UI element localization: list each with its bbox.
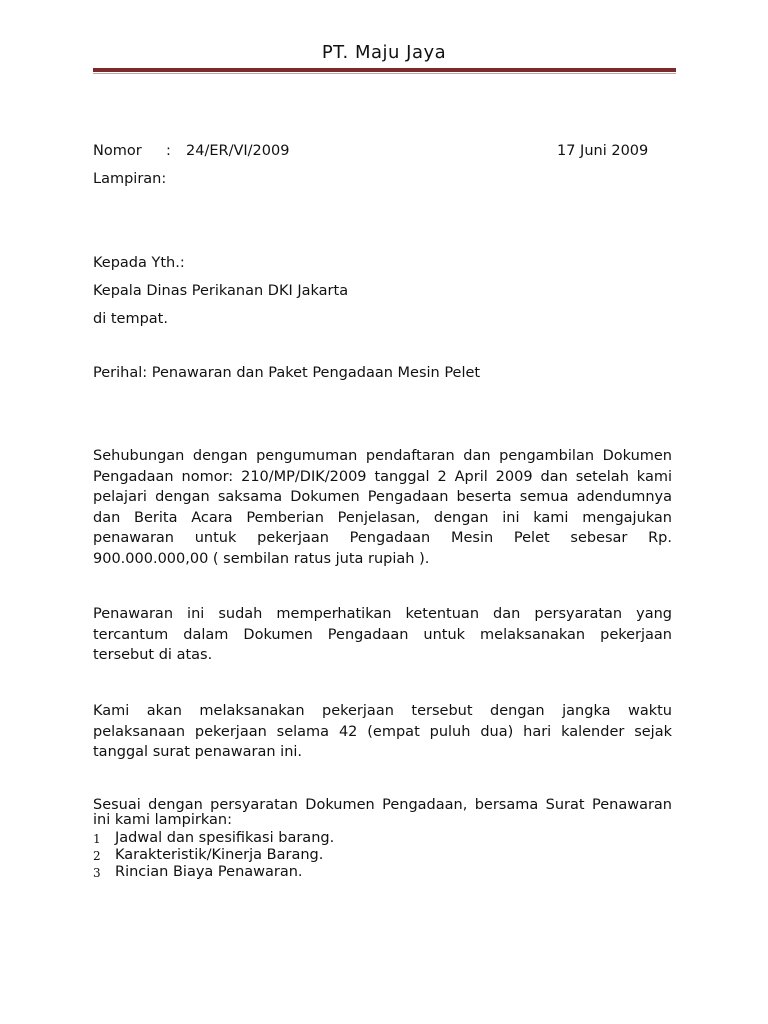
subject-line: Perihal: Penawaran dan Paket Pengadaan Mesin Pelet (93, 365, 481, 381)
list-item (93, 830, 334, 847)
list-item-text: Rincian Biaya Penawaran. (115, 864, 303, 880)
list-item (93, 864, 334, 881)
recipient-place: di tempat. (93, 311, 168, 327)
letterhead-rule-thick (93, 68, 676, 72)
letter-date: 17 Juni 2009 (557, 143, 649, 159)
company-name: PT. Maju Jaya (321, 42, 447, 63)
nomor-value: 24/ER/VI/2009 (186, 143, 290, 159)
lampiran-label: Lampiran: (93, 171, 167, 187)
recipient-greeting: Kepada Yth.: (93, 255, 185, 271)
list-item-text: Jadwal dan spesifikasi barang. (115, 830, 335, 846)
list-item-number: 3 (93, 866, 101, 880)
nomor-label: Nomor (93, 143, 142, 159)
list-item-number: 2 (93, 849, 101, 863)
list-item (93, 847, 334, 864)
list-item-number: 1 (93, 832, 101, 846)
body-paragraph-4: Sesuai dengan persyaratan Dokumen Pengadaan, bersama Surat Penawaran ini kami lampirkan: (93, 797, 672, 828)
body-paragraph-2: Penawaran ini sudah memperhatikan ketentuan dan persyaratan yang tercantum dalam Dokumen Pengadaan untuk melaksanakan pekerjaan tersebut di atas. (93, 606, 672, 663)
recipient-name: Kepala Dinas Perikanan DKI Jakarta (93, 283, 349, 299)
letterhead-rule-thin (93, 73, 676, 74)
nomor-separator: : (166, 143, 171, 159)
body-paragraph-1: Sehubungan dengan pengumuman pendaftaran dan pengambilan Dokumen Pengadaan nomor: 210/MP/DIK/2009 tanggal 2 April 2009 dan setelah kami pelajari dengan saksama Dokumen Pengadaan beserta semua adendumnya dan Berita Acara Pemberian Penjelasan, dengan ini kami mengajukan penawaran untuk pekerjaan Pengadaan Mesin Pelet sebesar Rp. 900.000.000,00 ( sembilan ratus juta rupiah ). (93, 448, 672, 567)
attachment-list (93, 830, 334, 881)
body-paragraph-3: Kami akan melaksanakan pekerjaan tersebut dengan jangka waktu pelaksanaan pekerjaan selama 42 (empat puluh dua) hari kalender sejak tanggal surat penawaran ini. (93, 703, 672, 760)
letterhead-rule (93, 68, 676, 74)
list-item-text: Karakteristik/Kinerja Barang. (115, 847, 324, 863)
